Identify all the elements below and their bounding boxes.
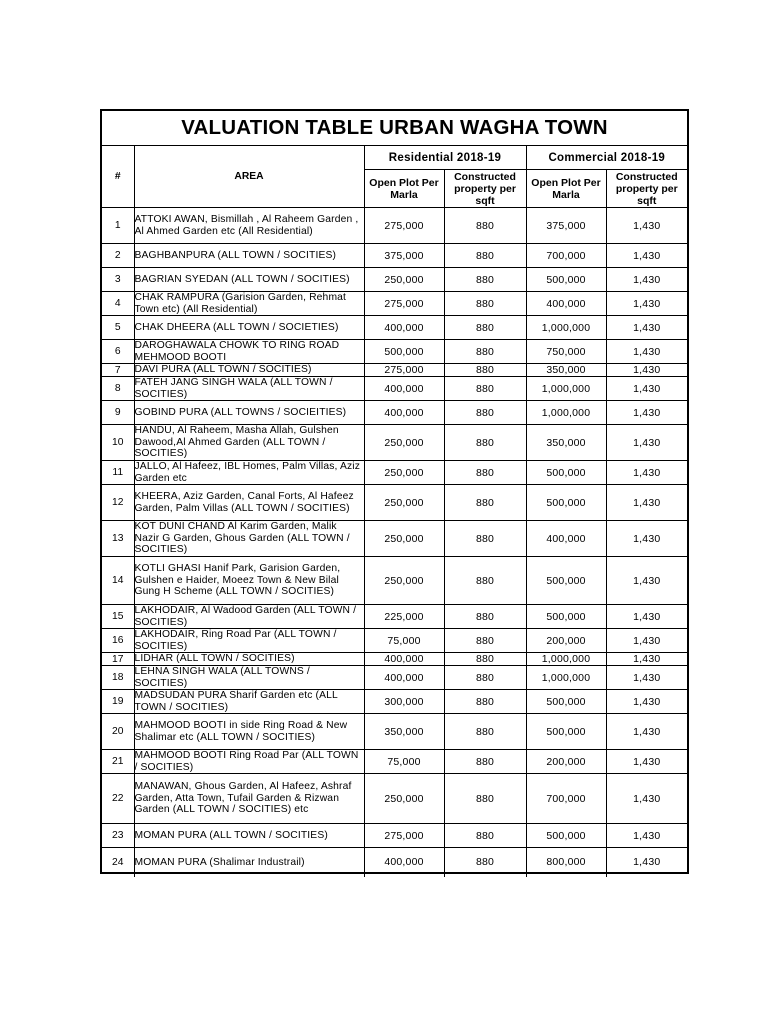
- row-res-constructed: 880: [444, 401, 526, 425]
- row-number: 21: [102, 750, 134, 774]
- row-area: MANAWAN, Ghous Garden, Al Hafeez, Ashraf Garden, Atta Town, Tufail Garden & Rizwan Garden (ALL TOWN / SOCITIES) etc: [134, 774, 364, 824]
- table-row: [102, 653, 687, 666]
- row-res-constructed: 880: [444, 425, 526, 461]
- row-number: 4: [102, 292, 134, 316]
- row-com-open-plot: 700,000: [526, 244, 606, 268]
- table-row: [102, 208, 687, 244]
- row-com-constructed: 1,430: [606, 401, 687, 425]
- table-row: [102, 292, 687, 316]
- table-row: [102, 605, 687, 629]
- row-res-open-plot: 250,000: [364, 557, 444, 605]
- row-res-open-plot: 400,000: [364, 848, 444, 877]
- row-com-constructed: 1,430: [606, 690, 687, 714]
- row-res-open-plot: 250,000: [364, 485, 444, 521]
- row-area: DAVI PURA (ALL TOWN / SOCITIES): [134, 364, 364, 377]
- row-com-open-plot: 1,000,000: [526, 666, 606, 690]
- row-res-constructed: 880: [444, 714, 526, 750]
- row-res-open-plot: 250,000: [364, 425, 444, 461]
- table-row: [102, 666, 687, 690]
- row-res-constructed: 880: [444, 485, 526, 521]
- row-res-open-plot: 275,000: [364, 208, 444, 244]
- header-com-open-plot: Open Plot Per Marla: [526, 170, 606, 208]
- row-number: 12: [102, 485, 134, 521]
- row-com-constructed: 1,430: [606, 340, 687, 364]
- header-commercial: Commercial 2018-19: [526, 146, 687, 170]
- table-row: [102, 268, 687, 292]
- header-com-constructed: Constructed property per sqft: [606, 170, 687, 208]
- table-row: [102, 340, 687, 364]
- row-com-constructed: 1,430: [606, 824, 687, 848]
- row-res-open-plot: 400,000: [364, 401, 444, 425]
- row-com-constructed: 1,430: [606, 244, 687, 268]
- row-com-constructed: 1,430: [606, 364, 687, 377]
- row-res-constructed: 880: [444, 666, 526, 690]
- row-area: MADSUDAN PURA Sharif Garden etc (ALL TOWN / SOCITIES): [134, 690, 364, 714]
- row-res-constructed: 880: [444, 377, 526, 401]
- row-number: 16: [102, 629, 134, 653]
- row-com-open-plot: 500,000: [526, 690, 606, 714]
- row-area: ATTOKI AWAN, Bismillah , Al Raheem Garden , Al Ahmed Garden etc (All Residential): [134, 208, 364, 244]
- table-row: [102, 714, 687, 750]
- row-area: GOBIND PURA (ALL TOWNS / SOCIEITIES): [134, 401, 364, 425]
- row-area: HANDU, Al Raheem, Masha Allah, Gulshen Dawood,Al Ahmed Garden (ALL TOWN / SOCITIES): [134, 425, 364, 461]
- row-res-constructed: 880: [444, 750, 526, 774]
- row-number: 7: [102, 364, 134, 377]
- row-res-open-plot: 250,000: [364, 521, 444, 557]
- row-com-open-plot: 1,000,000: [526, 401, 606, 425]
- row-area: CHAK DHEERA (ALL TOWN / SOCIETIES): [134, 316, 364, 340]
- table-row: [102, 557, 687, 605]
- row-res-constructed: 880: [444, 653, 526, 666]
- row-res-open-plot: 75,000: [364, 750, 444, 774]
- row-com-constructed: 1,430: [606, 666, 687, 690]
- row-res-open-plot: 225,000: [364, 605, 444, 629]
- row-res-constructed: 880: [444, 364, 526, 377]
- table-row: [102, 750, 687, 774]
- row-res-open-plot: 275,000: [364, 364, 444, 377]
- row-com-open-plot: 700,000: [526, 774, 606, 824]
- row-com-open-plot: 500,000: [526, 714, 606, 750]
- row-number: 2: [102, 244, 134, 268]
- row-area: LAKHODAIR, Al Wadood Garden (ALL TOWN / SOCITIES): [134, 605, 364, 629]
- page-title: VALUATION TABLE URBAN WAGHA TOWN: [102, 111, 687, 146]
- table-row: [102, 364, 687, 377]
- row-res-constructed: 880: [444, 292, 526, 316]
- row-res-constructed: 880: [444, 605, 526, 629]
- row-area: BAGRIAN SYEDAN (ALL TOWN / SOCITIES): [134, 268, 364, 292]
- row-res-constructed: 880: [444, 824, 526, 848]
- row-res-constructed: 880: [444, 774, 526, 824]
- row-number: 3: [102, 268, 134, 292]
- row-com-open-plot: 400,000: [526, 521, 606, 557]
- row-com-constructed: 1,430: [606, 268, 687, 292]
- row-res-constructed: 880: [444, 316, 526, 340]
- row-number: 19: [102, 690, 134, 714]
- row-res-open-plot: 300,000: [364, 690, 444, 714]
- row-res-open-plot: 500,000: [364, 340, 444, 364]
- row-number: 1: [102, 208, 134, 244]
- row-com-constructed: 1,430: [606, 292, 687, 316]
- row-com-constructed: 1,430: [606, 653, 687, 666]
- header-res-constructed: Constructed property per sqft: [444, 170, 526, 208]
- row-area: KOT DUNI CHAND Al Karim Garden, Malik Nazir G Garden, Ghous Garden (ALL TOWN / SOCITIES): [134, 521, 364, 557]
- row-com-open-plot: 350,000: [526, 364, 606, 377]
- table-row: [102, 824, 687, 848]
- row-res-open-plot: 400,000: [364, 666, 444, 690]
- row-res-constructed: 880: [444, 629, 526, 653]
- row-com-constructed: 1,430: [606, 377, 687, 401]
- row-com-open-plot: 500,000: [526, 824, 606, 848]
- row-com-open-plot: 500,000: [526, 268, 606, 292]
- row-com-open-plot: 350,000: [526, 425, 606, 461]
- row-area: MAHMOOD BOOTI Ring Road Par (ALL TOWN / SOCITIES): [134, 750, 364, 774]
- row-number: 20: [102, 714, 134, 750]
- row-com-open-plot: 1,000,000: [526, 316, 606, 340]
- row-com-open-plot: 200,000: [526, 629, 606, 653]
- row-number: 23: [102, 824, 134, 848]
- row-res-open-plot: 350,000: [364, 714, 444, 750]
- row-number: 9: [102, 401, 134, 425]
- table-row: [102, 377, 687, 401]
- row-number: 22: [102, 774, 134, 824]
- row-com-open-plot: 400,000: [526, 292, 606, 316]
- row-com-open-plot: 1,000,000: [526, 377, 606, 401]
- row-res-open-plot: 400,000: [364, 316, 444, 340]
- row-area: CHAK RAMPURA (Garision Garden, Rehmat Town etc) (All Residential): [134, 292, 364, 316]
- row-com-open-plot: 500,000: [526, 605, 606, 629]
- row-com-constructed: 1,430: [606, 316, 687, 340]
- row-area: MOMAN PURA (Shalimar Industrail): [134, 848, 364, 877]
- row-area: DAROGHAWALA CHOWK TO RING ROAD MEHMOOD BOOTI: [134, 340, 364, 364]
- row-res-open-plot: 375,000: [364, 244, 444, 268]
- row-res-constructed: 880: [444, 268, 526, 292]
- row-area: FATEH JANG SINGH WALA (ALL TOWN / SOCITIES): [134, 377, 364, 401]
- row-number: 24: [102, 848, 134, 877]
- row-res-constructed: 880: [444, 557, 526, 605]
- row-area: JALLO, Al Hafeez, IBL Homes, Palm Villas, Aziz Garden etc: [134, 461, 364, 485]
- row-com-open-plot: 800,000: [526, 848, 606, 877]
- table-row: [102, 316, 687, 340]
- table-row: [102, 848, 687, 877]
- row-res-constructed: 880: [444, 461, 526, 485]
- row-res-open-plot: 400,000: [364, 377, 444, 401]
- table-row: [102, 425, 687, 461]
- row-number: 10: [102, 425, 134, 461]
- row-com-constructed: 1,430: [606, 605, 687, 629]
- valuation-table: [102, 146, 687, 877]
- table-body: [102, 208, 687, 877]
- row-com-open-plot: 375,000: [526, 208, 606, 244]
- row-area: LAKHODAIR, Ring Road Par (ALL TOWN / SOCITIES): [134, 629, 364, 653]
- row-com-open-plot: 200,000: [526, 750, 606, 774]
- valuation-sheet: [100, 109, 689, 874]
- row-res-open-plot: 275,000: [364, 292, 444, 316]
- row-number: 11: [102, 461, 134, 485]
- row-number: 8: [102, 377, 134, 401]
- row-number: 18: [102, 666, 134, 690]
- row-res-constructed: 880: [444, 848, 526, 877]
- header-residential: Residential 2018-19: [364, 146, 526, 170]
- row-com-constructed: 1,430: [606, 461, 687, 485]
- row-com-open-plot: 750,000: [526, 340, 606, 364]
- row-com-constructed: 1,430: [606, 848, 687, 877]
- row-number: 17: [102, 653, 134, 666]
- row-res-open-plot: 250,000: [364, 774, 444, 824]
- row-area: KHEERA, Aziz Garden, Canal Forts, Al Hafeez Garden, Palm Villas (ALL TOWN / SOCITIES): [134, 485, 364, 521]
- row-res-constructed: 880: [444, 690, 526, 714]
- header-res-open-plot: Open Plot Per Marla: [364, 170, 444, 208]
- row-com-open-plot: 500,000: [526, 485, 606, 521]
- table-row: [102, 401, 687, 425]
- row-com-constructed: 1,430: [606, 521, 687, 557]
- row-number: 6: [102, 340, 134, 364]
- row-area: LIDHAR (ALL TOWN / SOCITIES): [134, 653, 364, 666]
- table-row: [102, 521, 687, 557]
- table-row: [102, 629, 687, 653]
- row-res-constructed: 880: [444, 521, 526, 557]
- row-number: 15: [102, 605, 134, 629]
- header-number: #: [102, 146, 134, 208]
- row-res-open-plot: 400,000: [364, 653, 444, 666]
- table-row: [102, 485, 687, 521]
- row-number: 14: [102, 557, 134, 605]
- row-number: 5: [102, 316, 134, 340]
- row-area: MOMAN PURA (ALL TOWN / SOCITIES): [134, 824, 364, 848]
- header-area: AREA: [134, 146, 364, 208]
- row-res-open-plot: 275,000: [364, 824, 444, 848]
- row-res-open-plot: 75,000: [364, 629, 444, 653]
- row-res-open-plot: 250,000: [364, 461, 444, 485]
- table-row: [102, 690, 687, 714]
- row-com-open-plot: 500,000: [526, 461, 606, 485]
- row-com-constructed: 1,430: [606, 714, 687, 750]
- row-area: BAGHBANPURA (ALL TOWN / SOCITIES): [134, 244, 364, 268]
- row-com-constructed: 1,430: [606, 750, 687, 774]
- row-res-constructed: 880: [444, 244, 526, 268]
- table-row: [102, 461, 687, 485]
- row-com-open-plot: 500,000: [526, 557, 606, 605]
- row-com-constructed: 1,430: [606, 425, 687, 461]
- row-res-constructed: 880: [444, 340, 526, 364]
- row-com-constructed: 1,430: [606, 629, 687, 653]
- row-area: MAHMOOD BOOTI in side Ring Road & New Shalimar etc (ALL TOWN / SOCITIES): [134, 714, 364, 750]
- row-area: LEHNA SINGH WALA (ALL TOWNS / SOCITIES): [134, 666, 364, 690]
- row-com-constructed: 1,430: [606, 485, 687, 521]
- row-res-constructed: 880: [444, 208, 526, 244]
- row-area: KOTLI GHASI Hanif Park, Garision Garden, Gulshen e Haider, Moeez Town & New Bilal Gung H Scheme (ALL TOWN / SOCITIES): [134, 557, 364, 605]
- row-com-open-plot: 1,000,000: [526, 653, 606, 666]
- row-com-constructed: 1,430: [606, 774, 687, 824]
- row-number: 13: [102, 521, 134, 557]
- table-row: [102, 244, 687, 268]
- row-res-open-plot: 250,000: [364, 268, 444, 292]
- row-com-constructed: 1,430: [606, 557, 687, 605]
- row-com-constructed: 1,430: [606, 208, 687, 244]
- table-row: [102, 774, 687, 824]
